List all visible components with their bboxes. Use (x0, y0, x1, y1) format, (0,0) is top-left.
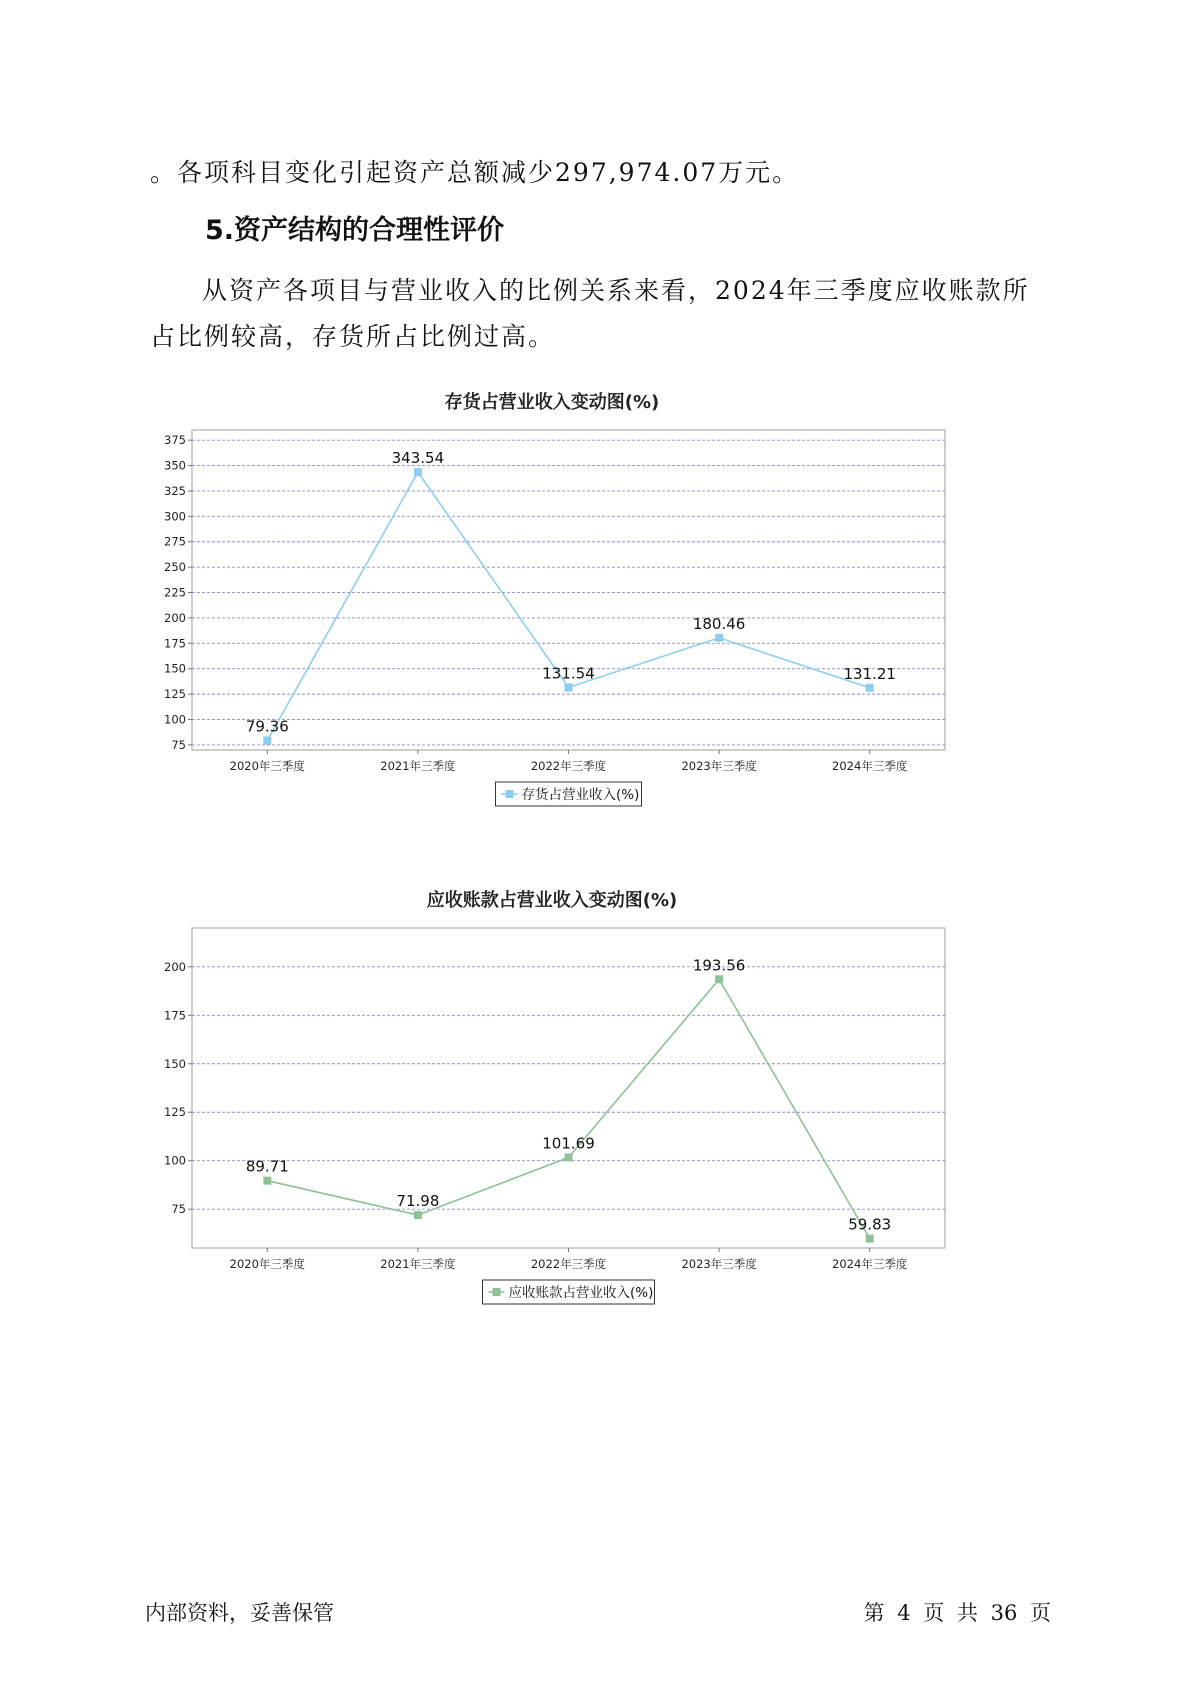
chart2-legend-label: 应收账款占营业收入(%) (508, 1285, 654, 1301)
chart1-data-point (263, 736, 271, 744)
chart1-ytick-label: 300 (164, 509, 186, 524)
intro-line: 。各项科目变化引起资产总额减少297,974.07万元。 (150, 158, 800, 187)
chart2-xtick-label: 2021年三季度 (380, 1257, 456, 1271)
chart1-ytick-label: 225 (164, 585, 186, 600)
section-heading: 5.资产结构的合理性评价 (205, 215, 505, 246)
chart1-data-point (565, 683, 573, 691)
chart1-xtick-label: 2021年三季度 (380, 759, 456, 773)
chart1-data-label: 131.21 (843, 664, 896, 683)
chart1-ytick-label: 100 (164, 712, 186, 727)
inventory-ratio-chart (164, 385, 1040, 845)
chart1-ytick-label: 200 (164, 610, 186, 625)
chart2-xtick-label: 2024年三季度 (832, 1257, 908, 1271)
chart1-data-point (715, 634, 723, 642)
chart2-title: 应收账款占营业收入变动图(%) (426, 890, 678, 911)
chart2-legend-marker (493, 1288, 501, 1296)
chart1-ytick-label: 250 (164, 560, 186, 575)
chart2-ytick-label: 200 (164, 959, 186, 974)
receivables-ratio-chart-svg (164, 883, 1040, 1343)
chart1-legend-marker (506, 790, 514, 798)
chart2-data-label: 89.71 (245, 1157, 289, 1176)
receivables-ratio-chart (164, 883, 1040, 1343)
chart1-data-label: 131.54 (542, 664, 595, 683)
chart2-ytick-label: 100 (164, 1153, 186, 1168)
chart1-plot-frame (192, 430, 945, 750)
chart1-ytick-label: 75 (171, 737, 186, 752)
chart2-ytick-label: 175 (164, 1008, 186, 1023)
analysis-paragraph: 从资产各项目与营业收入的比例关系来看，2024年三季度应收账款所占比例较高，存货所占比例过高。 (150, 276, 1030, 351)
chart1-data-label: 180.46 (692, 614, 746, 633)
chart2-data-label: 59.83 (848, 1215, 892, 1234)
chart2-ytick-label: 150 (164, 1056, 186, 1071)
chart2-ytick-label: 75 (171, 1202, 186, 1217)
chart1-xtick-label: 2020年三季度 (229, 759, 305, 773)
chart2-xtick-label: 2023年三季度 (681, 1257, 757, 1271)
chart1-ytick-label: 150 (164, 661, 186, 676)
chart1-ytick-label: 350 (164, 458, 186, 473)
chart2-ytick-label: 125 (164, 1105, 186, 1120)
chart2-xtick-label: 2020年三季度 (229, 1257, 305, 1271)
chart1-xtick-label: 2022年三季度 (530, 759, 607, 773)
chart1-data-point (414, 468, 422, 476)
chart1-plot-group (164, 430, 945, 806)
footer-confidential-note: 内部资料，妥善保管 (145, 1601, 334, 1625)
chart1-ytick-label: 175 (164, 636, 186, 651)
chart1-data-label: 343.54 (391, 449, 445, 468)
chart2-data-point (866, 1235, 874, 1243)
chart2-data-label: 101.69 (542, 1134, 595, 1153)
inventory-ratio-chart-svg (164, 385, 1040, 845)
chart2-data-label: 193.56 (692, 956, 746, 975)
chart1-legend-label: 存货占营业收入(%) (521, 787, 640, 803)
chart2-data-point (715, 975, 723, 983)
chart1-ytick-label: 275 (164, 534, 186, 549)
chart2-data-point (263, 1177, 271, 1185)
chart2-data-point (414, 1211, 422, 1219)
footer-page-number: 第 4 页 共 36 页 (863, 1601, 1051, 1625)
chart1-ytick-label: 375 (164, 433, 186, 448)
chart2-data-point (565, 1153, 573, 1161)
chart1-ytick-label: 325 (164, 483, 186, 498)
chart2-data-label: 71.98 (396, 1192, 440, 1211)
chart1-title: 存货占营业收入变动图(%) (444, 392, 660, 413)
chart2-plot-frame (192, 928, 945, 1248)
chart1-ytick-label: 125 (164, 687, 186, 702)
chart1-data-point (866, 684, 874, 692)
chart2-xtick-label: 2022年三季度 (530, 1257, 607, 1271)
chart1-xtick-label: 2023年三季度 (681, 759, 757, 773)
chart1-data-label: 79.36 (245, 717, 289, 736)
chart1-xtick-label: 2024年三季度 (832, 759, 908, 773)
chart2-plot-group (164, 928, 945, 1304)
